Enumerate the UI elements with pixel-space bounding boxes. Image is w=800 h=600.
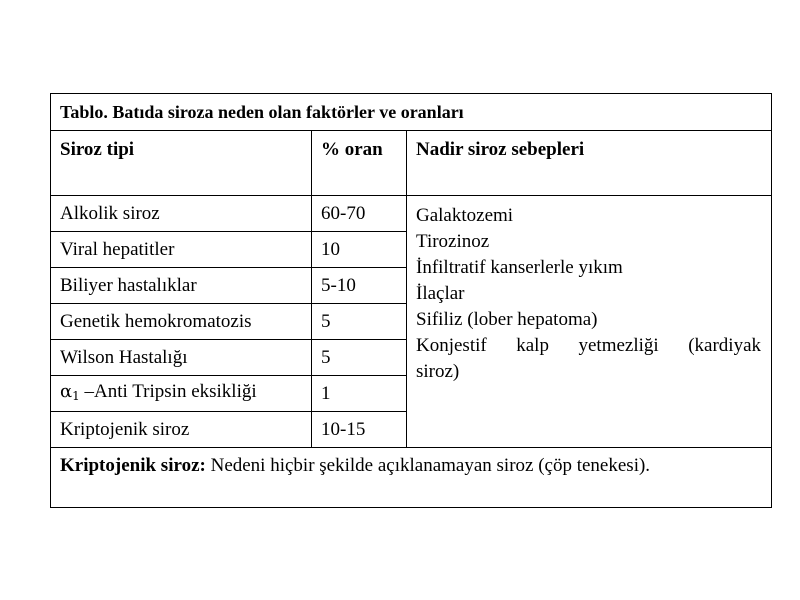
rare-causes-cell	[407, 196, 772, 448]
rare-cause-item: Galaktozemi	[416, 205, 514, 226]
header-oran: % oran	[312, 131, 407, 196]
rare-cause-item: Konjestif kalp yetmezliği (kardiyak	[416, 335, 762, 356]
siroz-type-cell: Biliyer hastalıklar	[51, 268, 312, 304]
rate-cell: 1	[312, 376, 407, 412]
rare-cause-item: Tirozinoz	[416, 231, 490, 252]
footnote-label: Kriptojenik siroz:	[60, 455, 206, 476]
table-title-row	[51, 94, 772, 131]
siroz-type-text: –Anti Tripsin eksikliği	[79, 380, 257, 402]
rate-cell: 10-15	[312, 412, 407, 448]
rare-cause-item: Sifiliz (lober hepatoma)	[416, 309, 598, 330]
table-header-row	[51, 131, 772, 196]
footnote-row	[51, 448, 772, 508]
siroz-type-cell: Wilson Hastalığı	[51, 340, 312, 376]
table-row	[51, 196, 772, 232]
siroz-type-cell: Alkolik siroz	[51, 196, 312, 232]
footnote-text: Nedeni hiçbir şekilde açıklanamayan siroz (çöp tenekesi).	[205, 455, 651, 476]
footnote	[51, 448, 772, 508]
rare-cause-item: siroz)	[416, 361, 460, 382]
rate-cell: 10	[312, 232, 407, 268]
rate-cell: 5-10	[312, 268, 407, 304]
rate-cell: 5	[312, 304, 407, 340]
siroz-type-cell: Viral hepatitler	[51, 232, 312, 268]
rare-cause-item: İlaçlar	[416, 283, 465, 304]
header-nadir-sebepler: Nadir siroz sebepleri	[407, 131, 772, 196]
sirosis-table	[50, 93, 772, 508]
siroz-type-cell: Genetik hemokromatozis	[51, 304, 312, 340]
siroz-type-cell: Kriptojenik siroz	[51, 412, 312, 448]
rare-cause-item: İnfiltratif kanserlerle yıkım	[416, 257, 623, 278]
rate-cell: 60-70	[312, 196, 407, 232]
rate-cell: 5	[312, 340, 407, 376]
siroz-type-cell	[51, 376, 312, 412]
header-siroz-tipi: Siroz tipi	[51, 131, 312, 196]
alpha-symbol: $\alpha_1$	[60, 380, 80, 403]
table-title: Tablo. Batıda siroza neden olan faktörler ve oranları	[51, 94, 772, 131]
